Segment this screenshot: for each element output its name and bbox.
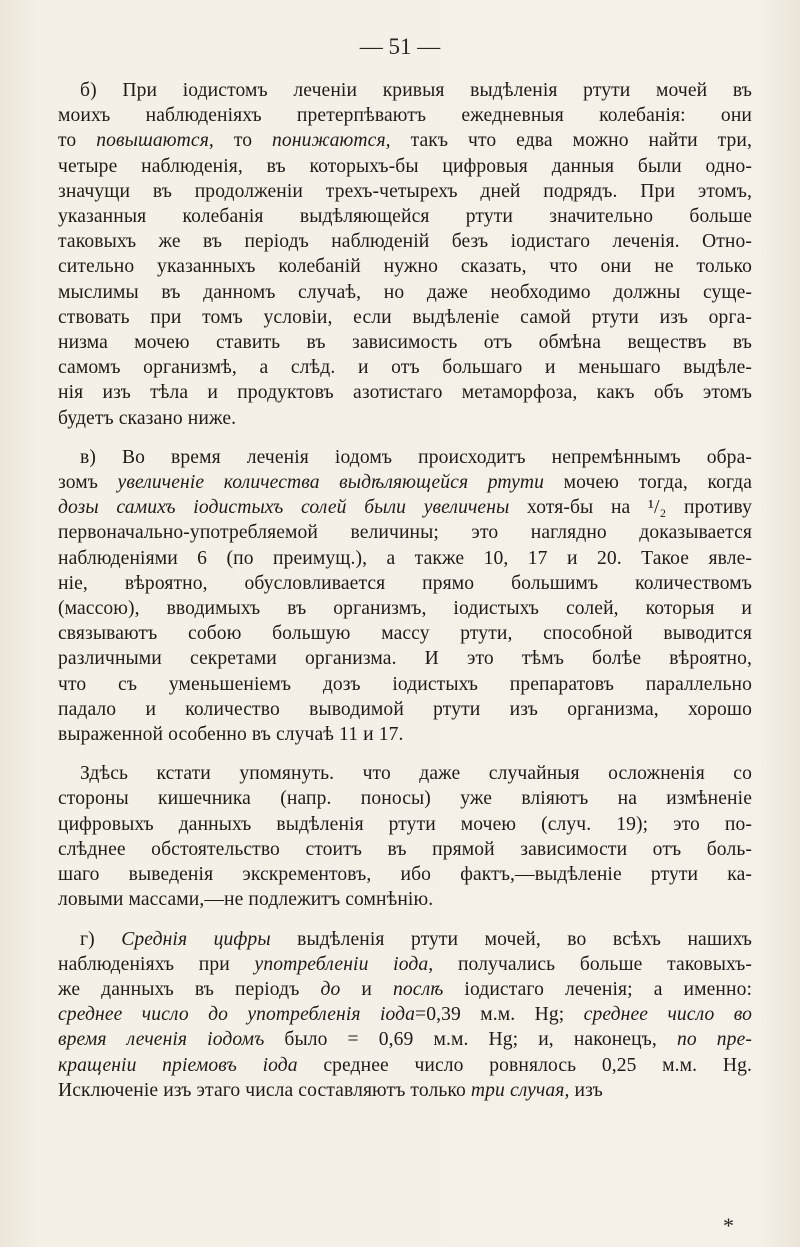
text-line: первоначально-употребляемой величины; это наглядно доказывается	[58, 522, 752, 544]
text-segment: наблюденіяхъ при	[58, 953, 255, 975]
paragraph	[58, 78, 752, 431]
text-segment: послѣ	[392, 978, 444, 1000]
text-line: указанныя колебанія выдѣляющейся ртути значительно больше	[58, 206, 752, 228]
text-line: наблюденіями 6 (по преимущ.), а также 10, 17 и 20. Такое явле-	[58, 547, 752, 569]
text-line: стороны кишечника (напр. поносы) уже вліяютъ на измѣненіе	[58, 788, 752, 810]
text-segment: среднее число во	[583, 1004, 752, 1026]
text-line: падало и количество выводимой ртути изъ организма, хорошо	[58, 698, 752, 720]
text-line: таковыхъ же въ періодъ наблюденій безъ іодистаго леченія. Отно-	[58, 231, 752, 253]
text-line: моихъ наблюденіяхъ претерпѣваютъ ежедневныя колебанія: они	[58, 105, 752, 127]
text-line: цифровыхъ данныхъ выдѣленія ртути мочею (случ. 19); это по-	[58, 813, 752, 835]
text-segment: было = 0,69 м.м. Hg; и, наконецъ,	[264, 1029, 677, 1051]
text-line: низма мочею ставить въ зависимость отъ обмѣна веществъ въ	[58, 332, 752, 354]
body-text	[58, 78, 752, 1117]
text-line	[58, 1027, 752, 1052]
text-line	[58, 927, 752, 952]
text-line	[58, 128, 752, 153]
text-line: ніе, вѣроятно, обусловливается прямо большимъ количествомъ	[58, 572, 752, 594]
text-line	[58, 470, 752, 495]
text-line: шаго выведенія экскрементовъ, ибо фактъ,—выдѣленіе ртути ка-	[58, 864, 752, 886]
text-line: четыре наблюденія, въ которыхъ-бы цифровыя данныя были одно-	[58, 155, 752, 177]
page-number: — 51 —	[359, 34, 441, 59]
footnote-mark: *	[723, 1213, 734, 1238]
text-segment: кращеніи пріемовъ іода	[58, 1054, 298, 1076]
text-line: выраженной особенно въ случаѣ 11 и 17.	[58, 724, 404, 746]
text-segment: дозы самихъ іодистыхъ солей были увеличены	[58, 497, 510, 519]
paragraph	[58, 927, 752, 1103]
text-segment: и	[340, 978, 393, 1000]
text-line: Здѣсь кстати упомянуть. что даже случайныя осложненія со	[80, 763, 752, 785]
text-segment: же данныхъ въ періодъ	[58, 978, 321, 1000]
text-segment: то	[58, 130, 97, 152]
text-segment: изъ	[569, 1079, 603, 1101]
text-segment: среднее число ровнялось 0,25 м.м. Hg.	[297, 1054, 752, 1076]
text-segment: увеличеніе количества выдѣляющейся ртути	[117, 472, 545, 494]
text-segment: по пре-	[676, 1029, 752, 1051]
text-segment: понижаются,	[272, 130, 391, 152]
text-segment: зомъ	[58, 472, 118, 494]
text-segment: мочею тогда, когда	[544, 472, 752, 494]
text-line: значущи въ продолженіи трехъ-четырехъ дней подрядъ. При этомъ,	[58, 180, 752, 202]
text-line: связываютъ собою большую массу ртути, способной выводится	[58, 623, 752, 645]
text-line: что съ уменьшеніемъ дозъ іодистыхъ препаратовъ параллельно	[58, 673, 752, 695]
text-segment: до	[320, 978, 341, 1000]
text-segment: среднее число до употребленія іода	[58, 1004, 416, 1026]
text-line	[58, 952, 752, 977]
text-segment: =0,39 м.м. Hg;	[415, 1004, 584, 1026]
text-line: различными секретами организма. И это тѣмъ болѣе вѣроятно,	[58, 648, 752, 670]
text-line	[58, 1078, 752, 1103]
text-line: ловыми массами,—не подлежитъ сомнѣнію.	[58, 889, 434, 911]
text-segment: три случая,	[470, 1079, 570, 1101]
text-segment: употребленіи іода,	[254, 953, 434, 975]
text-line: самомъ организмѣ, а слѣд. и отъ большаго и меньшаго выдѣле-	[58, 357, 752, 379]
text-line: ствовать при томъ условіи, если выдѣленіе самой ртути изъ орга-	[58, 306, 752, 328]
text-segment: Среднія цифры	[121, 928, 271, 950]
text-segment: хотя-бы на ¹/₂ противу	[509, 497, 752, 519]
text-segment: выдѣленія ртути мочей, во всѣхъ нашихъ	[270, 928, 752, 950]
text-line: (массою), вводимыхъ въ организмъ, іодистыхъ солей, которыя и	[58, 598, 752, 620]
text-segment: Исключеніе изъ этаго числа составляютъ только	[58, 1079, 471, 1101]
text-line	[58, 1002, 752, 1027]
text-segment: г)	[80, 928, 122, 950]
text-line: нія изъ тѣла и продуктовъ азотистаго метаморфоза, какъ объ этомъ	[58, 382, 752, 404]
text-line: сительно указанныхъ колебаній нужно сказать, что они не только	[58, 256, 752, 278]
text-line: б) При іодистомъ леченіи кривыя выдѣленія ртути мочей въ	[80, 80, 752, 101]
text-line: будетъ сказано ниже.	[58, 407, 237, 429]
text-line	[58, 495, 752, 520]
text-segment: такъ что едва можно найти три,	[390, 130, 752, 152]
text-line: в) Во время леченія іодомъ происходитъ непремѣннымъ обра-	[80, 446, 752, 468]
text-line	[58, 977, 752, 1002]
text-segment: время леченія іодомъ	[58, 1029, 265, 1051]
paragraph	[58, 761, 752, 912]
text-line: мыслимы въ данномъ случаѣ, но даже необходимо должны суще-	[58, 281, 752, 303]
text-segment: получались больше таковыхъ-	[433, 953, 752, 975]
text-segment: то	[213, 130, 273, 152]
text-segment: іодистаго леченія; а именно:	[443, 978, 753, 1000]
paragraph	[58, 445, 752, 747]
text-segment: повышаются,	[96, 130, 214, 152]
text-line	[58, 1053, 752, 1078]
text-line: слѣднее обстоятельство стоитъ въ прямой зависимости отъ боль-	[58, 838, 752, 860]
